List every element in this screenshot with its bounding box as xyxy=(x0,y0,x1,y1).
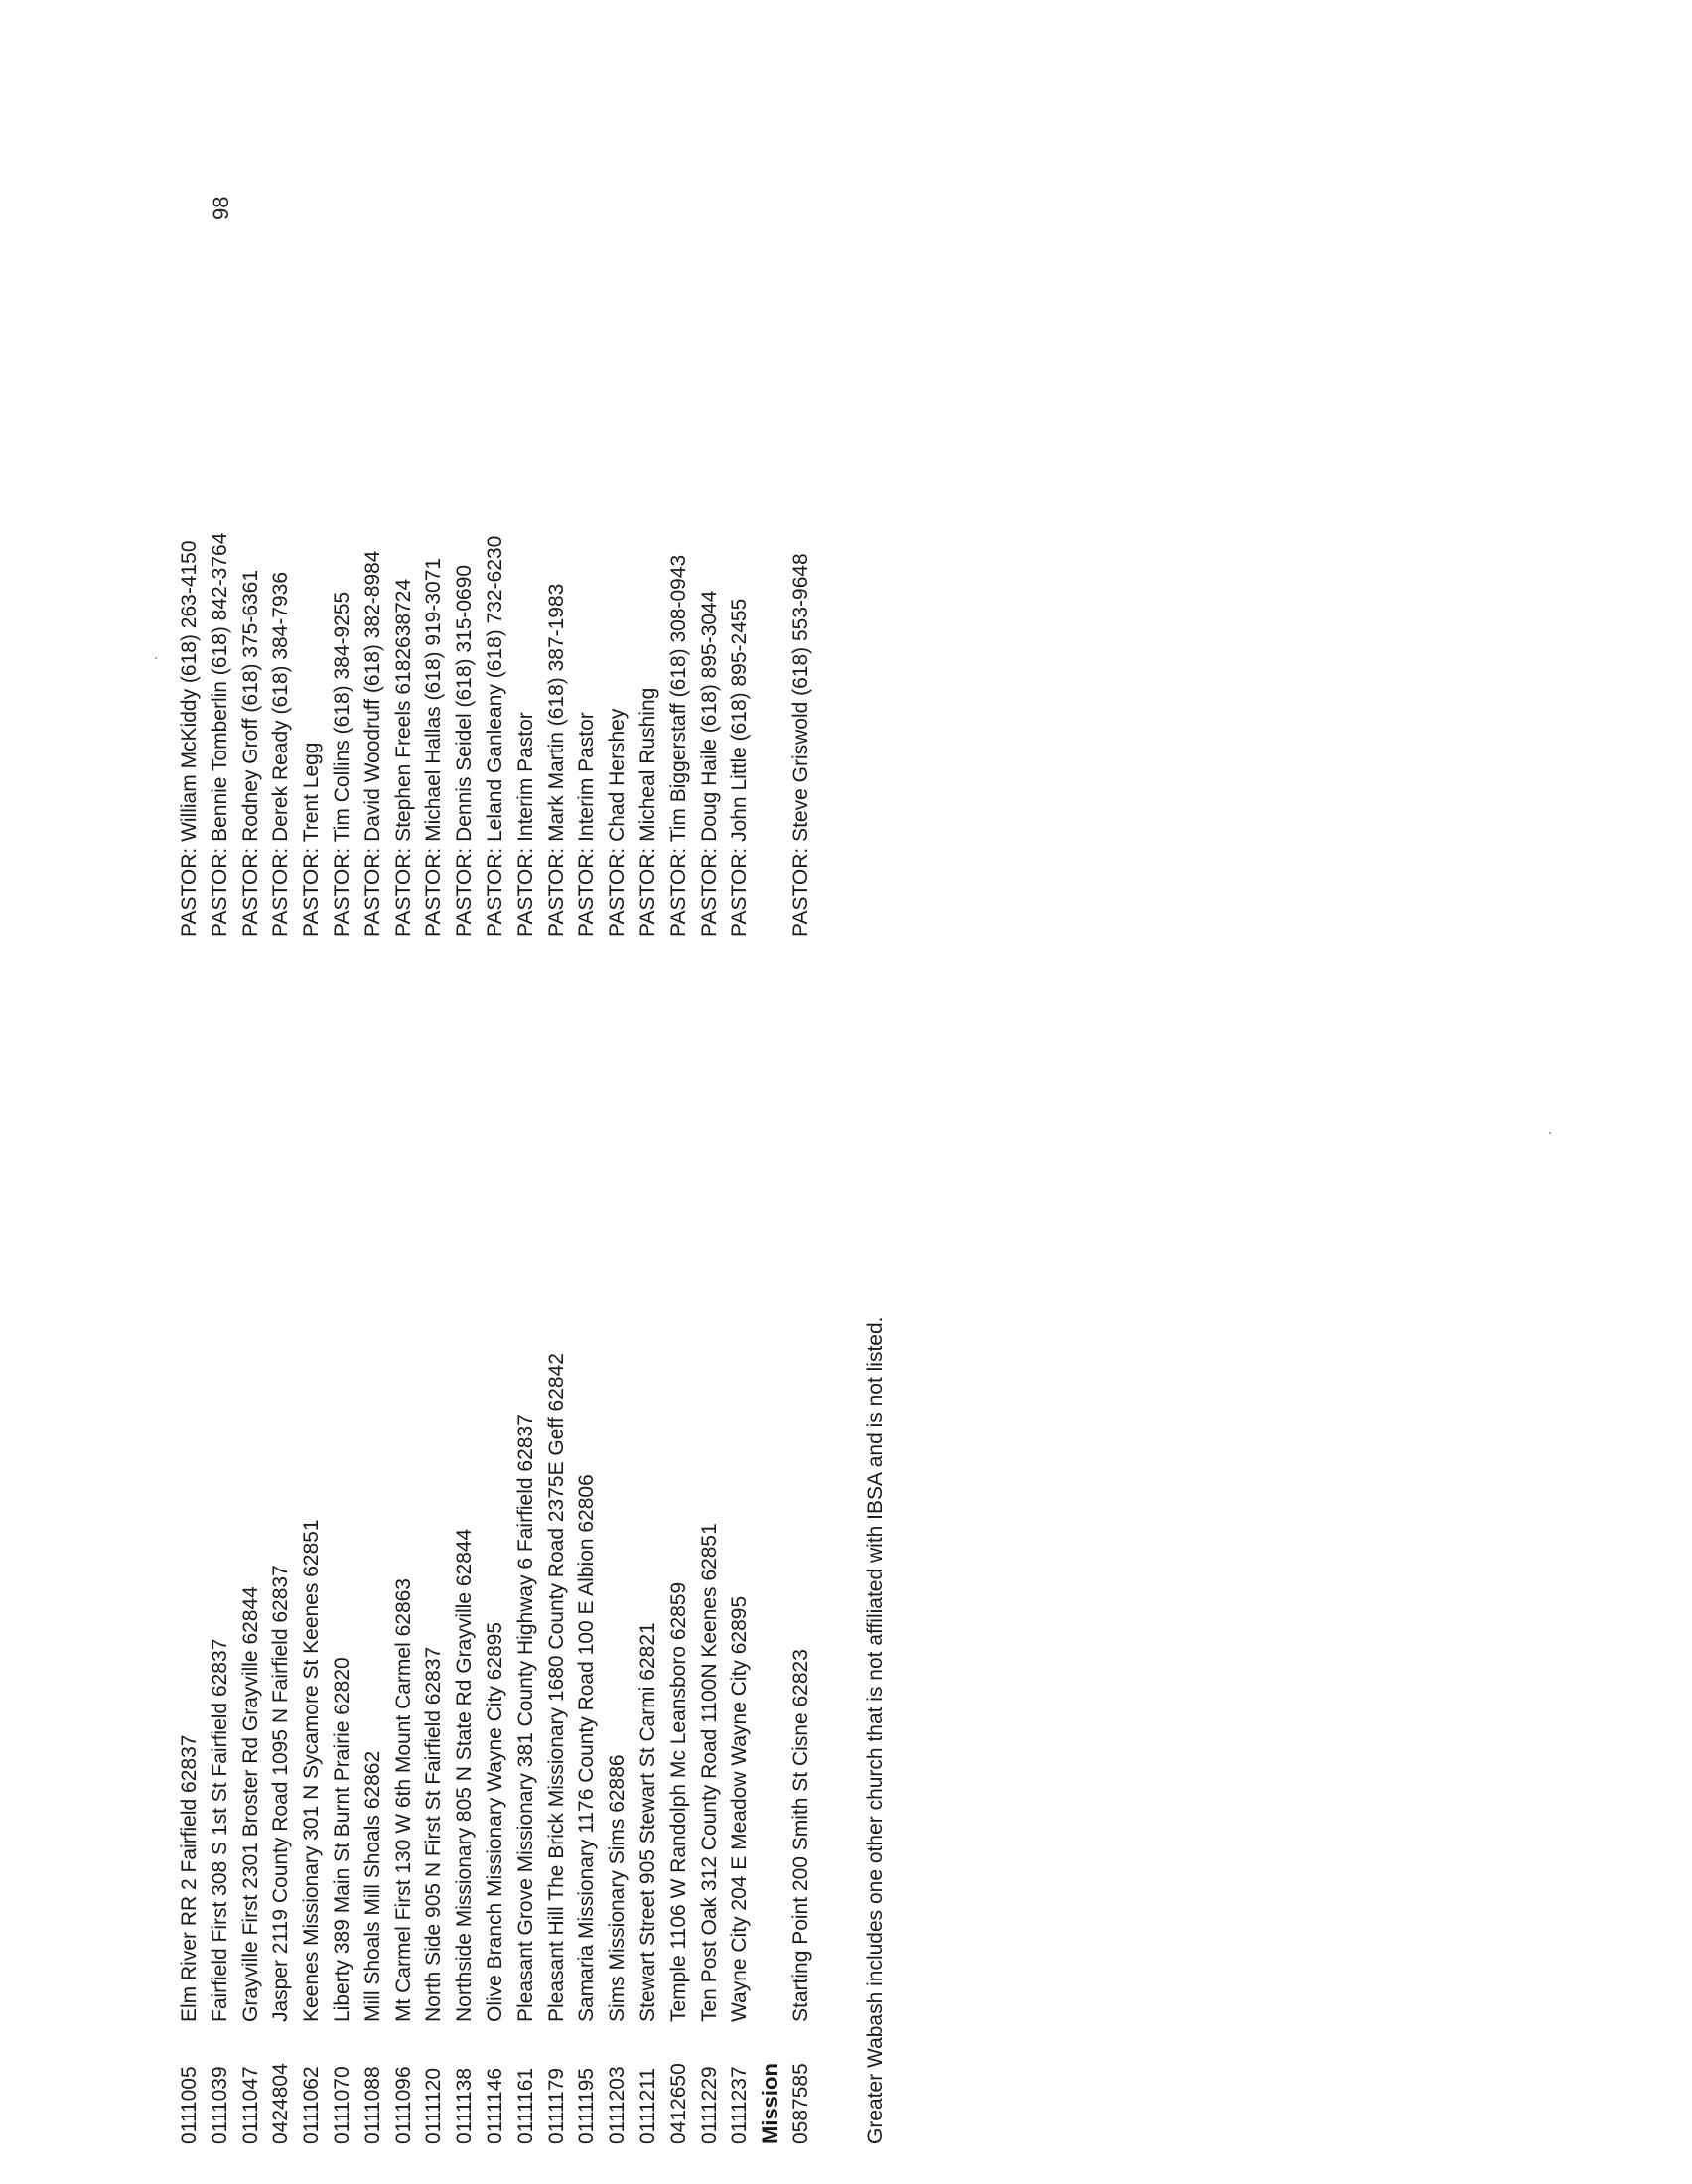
church-code: 0111211 xyxy=(635,2067,659,2144)
church-address: Grayville First 2301 Broster Rd Grayville 62844 xyxy=(238,1586,262,2022)
church-address: Liberty 389 Main St Burnt Prairie 62820 xyxy=(330,1657,353,2022)
church-address: Mt Carmel First 130 W 6th Mount Carmel 62863 xyxy=(391,1578,415,2022)
footnote: Greater Wabash includes one other church that is not affiliated with IBSA and is not listed. xyxy=(864,1316,887,2144)
church-address: Fairfield First 308 S 1st St Fairfield 62837 xyxy=(208,1638,231,2022)
church-code: 0111161 xyxy=(513,2067,537,2144)
church-address: Pleasant Hill The Brick Missionary 1680 County Road 2375E Geff 62842 xyxy=(544,1353,568,2022)
church-code: 0111237 xyxy=(728,2066,752,2144)
church-code: 0111039 xyxy=(208,2066,231,2144)
church-code: 0111120 xyxy=(422,2067,446,2144)
church-pastor: PASTOR: Tim Collins (618) 384-9255 xyxy=(330,591,353,937)
church-code: 0111070 xyxy=(330,2066,353,2144)
church-pastor: PASTOR: Mark Martin (618) 387-1983 xyxy=(544,583,568,937)
church-address: Temple 1106 W Randolph Mc Leansboro 62859 xyxy=(666,1581,690,2022)
church-address: Ten Post Oak 312 County Road 1100N Keenes 62851 xyxy=(697,1523,721,2022)
church-code: 0111195 xyxy=(575,2067,599,2144)
church-pastor: PASTOR: Leland Ganleany (618) 732-6230 xyxy=(483,535,506,937)
church-address: Pleasant Grove Missionary 381 County Highway 6 Fairfield 62837 xyxy=(513,1414,537,2022)
church-address: Elm River RR 2 Fairfield 62837 xyxy=(178,1734,201,2022)
church-pastor: PASTOR: Michael Hallas (618) 919-3071 xyxy=(422,557,446,937)
page-number: 98 xyxy=(209,196,233,220)
church-code: 0412650 xyxy=(666,2063,690,2144)
church-pastor: PASTOR: Tim Biggerstaff (618) 308-0943 xyxy=(666,554,690,937)
church-pastor: PASTOR: Derek Ready (618) 384-7936 xyxy=(269,571,293,937)
church-code: 0111005 xyxy=(178,2066,201,2144)
church-code: 0111229 xyxy=(697,2066,721,2144)
church-code: 0111138 xyxy=(453,2067,477,2144)
church-pastor: PASTOR: Bennie Tomberlin (618) 842-3764 xyxy=(208,532,231,937)
church-pastor: PASTOR: Chad Hershey xyxy=(606,708,630,937)
church-code: 0111047 xyxy=(238,2066,262,2144)
church-pastor: PASTOR: Interim Pastor xyxy=(513,712,537,937)
church-pastor: PASTOR: William McKiddy (618) 263-4150 xyxy=(178,540,201,937)
mission-heading: Mission xyxy=(758,2063,783,2144)
church-address: Sims Missionary Sims 62886 xyxy=(606,1754,630,2022)
church-code: 0424804 xyxy=(269,2063,293,2144)
church-code: 0111096 xyxy=(391,2066,415,2144)
church-pastor: PASTOR: John Little (618) 895-2455 xyxy=(728,598,752,937)
mission-code: 0587585 xyxy=(788,2063,812,2144)
church-pastor: PASTOR: Stephen Freels 6182638724 xyxy=(391,578,415,937)
church-address: Wayne City 204 E Meadow Wayne City 62895 xyxy=(728,1595,752,2022)
church-code: 0111179 xyxy=(544,2067,568,2144)
church-address: Stewart Street 905 Stewart St Carmi 62821 xyxy=(635,1622,659,2022)
church-pastor: PASTOR: Dennis Seidel (618) 315-0690 xyxy=(453,564,477,937)
church-address: Mill Shoals Mill Shoals 62862 xyxy=(360,1750,384,2022)
church-address: Jasper 2119 County Road 1095 N Fairfield 62837 xyxy=(269,1565,293,2022)
church-pastor: PASTOR: Trent Legg xyxy=(300,742,324,937)
scan-speck xyxy=(155,657,157,659)
church-address: Northside Missionary 805 N State Rd Grayville 62844 xyxy=(453,1528,477,2022)
church-pastor: PASTOR: Interim Pastor xyxy=(575,712,599,937)
church-code: 0111088 xyxy=(360,2066,384,2144)
church-code: 0111203 xyxy=(606,2066,630,2144)
church-pastor: PASTOR: Doug Haile (618) 895-3044 xyxy=(697,590,721,937)
mission-pastor: PASTOR: Steve Griswold (618) 553-9648 xyxy=(788,553,812,937)
church-code: 0111062 xyxy=(300,2066,324,2144)
church-pastor: PASTOR: Rodney Groff (618) 375-6361 xyxy=(238,569,262,937)
church-address: Keenes Missionary 301 N Sycamore St Keenes 62851 xyxy=(300,1519,324,2022)
church-address: Olive Branch Missionary Wayne City 62895 xyxy=(483,1621,506,2022)
scan-speck xyxy=(1549,1132,1551,1134)
church-pastor: PASTOR: Micheal Rushing xyxy=(635,687,659,937)
church-address: Samaria Missionary 1176 County Road 100 E Albion 62806 xyxy=(575,1474,599,2022)
church-code: 0111146 xyxy=(483,2067,506,2144)
mission-address: Starting Point 200 Smith St Cisne 62823 xyxy=(788,1649,812,2022)
church-pastor: PASTOR: David Woodruff (618) 382-8984 xyxy=(360,550,384,937)
church-address: North Side 905 N First St Fairfield 62837 xyxy=(422,1646,446,2022)
